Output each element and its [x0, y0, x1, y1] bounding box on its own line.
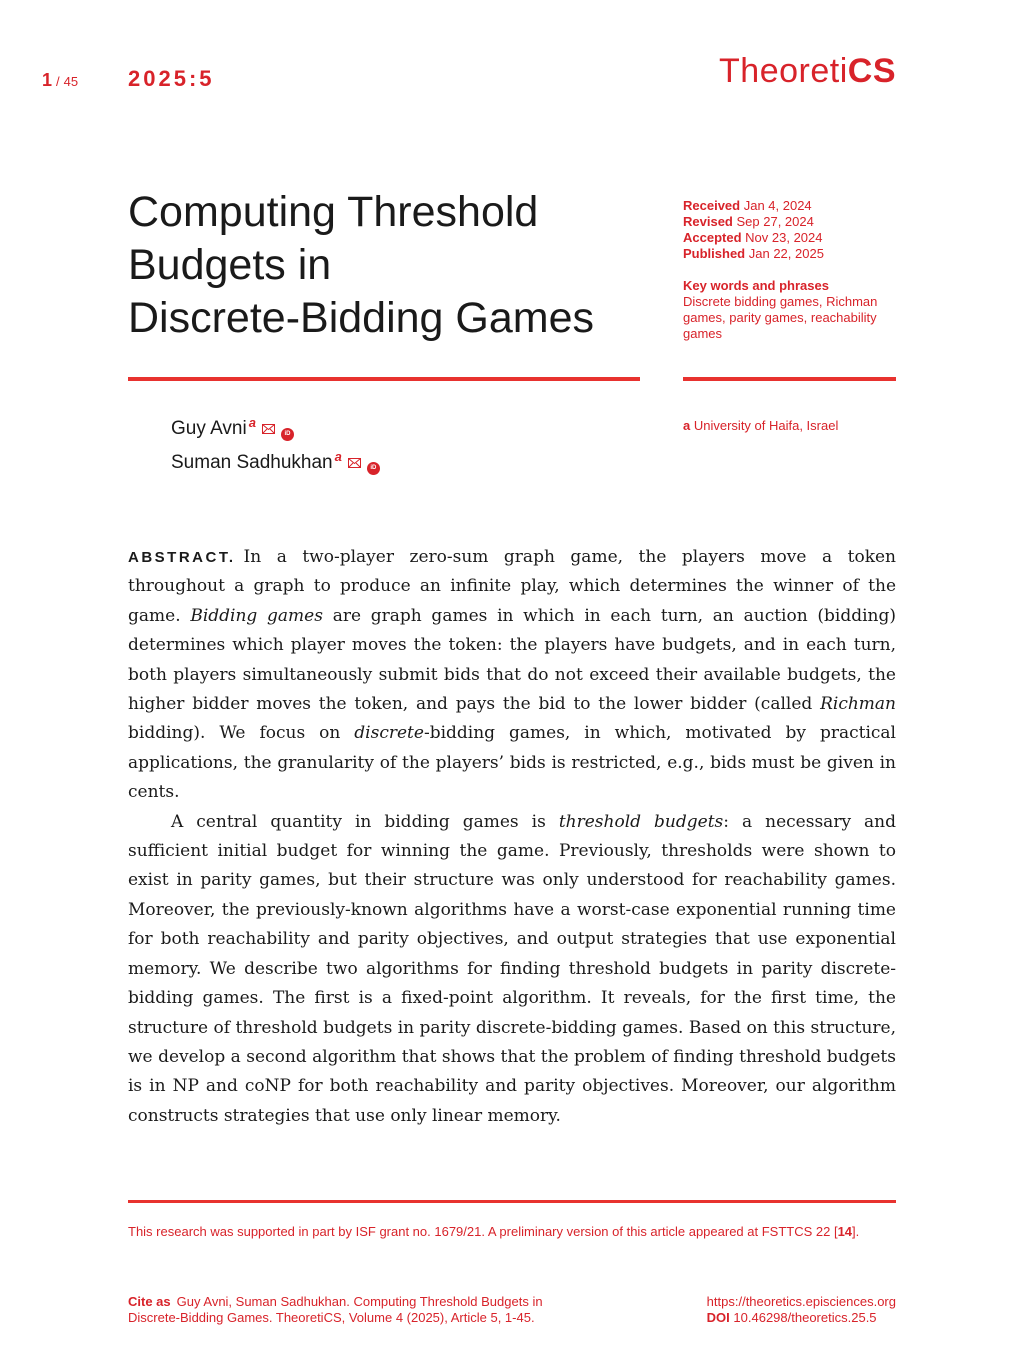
affiliation-marker: a — [334, 449, 342, 464]
orcid-icon[interactable]: iD — [281, 428, 294, 441]
logo-text-bold: CS — [847, 52, 896, 90]
meta-divider — [683, 377, 896, 381]
abstract-heading: ABSTRACT. — [128, 549, 236, 566]
footer-divider — [128, 1200, 896, 1203]
affiliation — [683, 418, 838, 433]
title-line-3: Discrete-Bidding Games — [128, 294, 595, 342]
author-name: Suman Sadhukhan — [171, 452, 333, 473]
email-icon[interactable] — [348, 458, 361, 468]
keywords-text: Discrete bidding games, Richman games, parity games, reachability games — [683, 294, 878, 341]
affiliation-text: University of Haifa, Israel — [693, 418, 839, 433]
journal-url[interactable]: https://theoretics.episciences.org — [706, 1294, 896, 1309]
accepted-date: Accepted Nov 23, 2024 — [683, 230, 823, 245]
logo-text-regular: Theoreti — [719, 52, 848, 90]
abstract-paragraph-2: A central quantity in bidding games is threshold budgets: a necessary and sufficient initial budget for winning the game. Previously, thresholds were shown to exist in parity games, but their structure was only understood for reachability games. Moreover, the previously-known algorithms have a worst-case exponential running time for both reachability and parity objectives, and output strategies that use exponential memory. We describe two algorithms for finding threshold budgets in parity discrete-bidding games. The first is a fixed-point algorithm. It reveals, for the first time, the structure of threshold budgets in parity discrete-bidding games. Based on this structure, we develop a second algorithm that shows that the problem of finding threshold budgets is in NP and coNP for both reachability and parity objectives. Moreover, our algorithm constructs strategies that use only linear memory. — [128, 811, 897, 1126]
received-date: Received Jan 4, 2024 — [683, 198, 812, 213]
author-suman-sadhukhan — [171, 449, 380, 474]
publication-meta — [683, 198, 903, 342]
email-icon[interactable] — [262, 424, 275, 434]
page-number — [42, 70, 78, 91]
page-total: 45 — [63, 74, 79, 89]
author-guy-avni — [171, 415, 294, 440]
keywords-heading: Key words and phrases — [683, 278, 829, 293]
orcid-icon[interactable]: iD — [367, 462, 380, 475]
cite-text: Guy Avni, Suman Sadhukhan. Computing Threshold Budgets in Discrete-Bidding Games. TheoretiCS, Volume 4 (2025), Article 5, 1-45. — [128, 1294, 543, 1325]
affiliation-label: a — [683, 418, 691, 433]
paper-title — [128, 186, 628, 345]
title-line-2: Budgets in — [128, 241, 332, 289]
revised-date: Revised Sep 27, 2024 — [683, 214, 814, 229]
page-current: 1 — [42, 70, 53, 90]
doi-link[interactable]: 10.46298/theoretics.25.5 — [733, 1310, 877, 1325]
journal-logo — [719, 52, 896, 91]
cite-label: Cite as — [128, 1294, 171, 1309]
funding-note: This research was supported in part by ISF grant no. 1679/21. A preliminary version of this article appeared at FSTTCS 22 [14]. — [128, 1224, 860, 1239]
published-date: Published Jan 22, 2025 — [683, 246, 824, 261]
journal-links — [707, 1294, 896, 1326]
doi: DOI 10.46298/theoretics.25.5 — [706, 1310, 877, 1325]
title-divider — [128, 377, 640, 381]
affiliation-marker: a — [248, 415, 256, 430]
page-separator: / — [56, 74, 60, 89]
issue-number: 2025:5 — [128, 66, 215, 91]
reference-link[interactable]: 14 — [837, 1224, 853, 1239]
title-line-1: Computing Threshold — [128, 188, 539, 236]
citation — [128, 1294, 598, 1326]
author-name: Guy Avni — [171, 418, 247, 439]
abstract — [128, 543, 896, 1131]
abstract-paragraph-1: ABSTRACT. In a two-player zero-sum graph game, the players move a token throughout a graph to produce an infinite play, which determines the winner of the game. Bidding games are graph games in which in each turn, an auction (bidding) determines which player moves the token: the players have budgets, and in each turn, both players simultaneously submit bids that do not exceed their available budgets, the higher bidder moves the token, and pays the bid to the lower bidder (called Richman bidding). We focus on discrete-bidding games, in which, motivated by practical applications, the granularity of the players’ bids is restricted, e.g., bids must be given in cents. — [128, 547, 897, 803]
